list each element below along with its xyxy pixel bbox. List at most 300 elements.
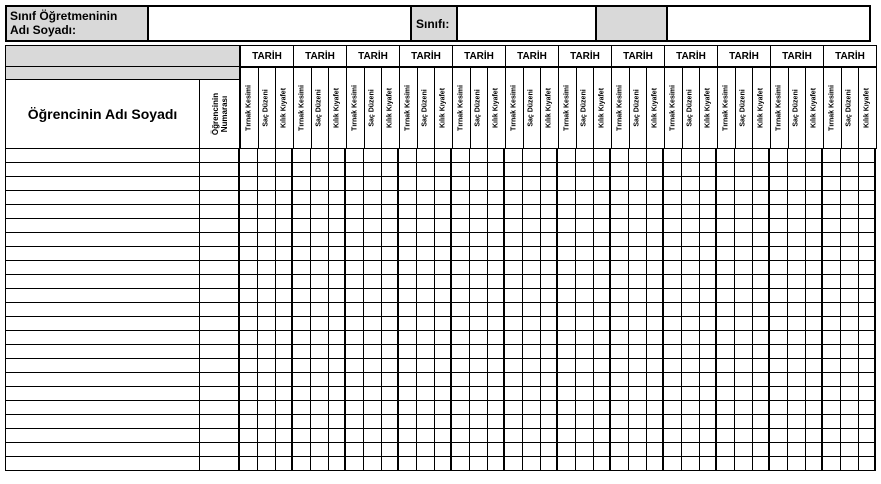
- check-cell[interactable]: [752, 429, 770, 443]
- check-cell[interactable]: [328, 289, 346, 303]
- check-cell[interactable]: [328, 373, 346, 387]
- student-name-cell[interactable]: [5, 387, 200, 401]
- check-cell[interactable]: [470, 317, 488, 331]
- check-cell[interactable]: [717, 317, 735, 331]
- check-cell[interactable]: [682, 373, 700, 387]
- check-cell[interactable]: [858, 387, 876, 401]
- check-cell[interactable]: [417, 233, 435, 247]
- check-cell[interactable]: [823, 443, 841, 457]
- check-cell[interactable]: [311, 275, 329, 289]
- student-name-cell[interactable]: [5, 429, 200, 443]
- check-cell[interactable]: [434, 457, 452, 471]
- check-cell[interactable]: [841, 177, 859, 191]
- student-number-cell[interactable]: [200, 233, 240, 247]
- check-cell[interactable]: [258, 233, 276, 247]
- check-cell[interactable]: [629, 275, 647, 289]
- check-cell[interactable]: [682, 289, 700, 303]
- check-cell[interactable]: [611, 275, 629, 289]
- check-cell[interactable]: [735, 205, 753, 219]
- check-cell[interactable]: [364, 219, 382, 233]
- check-cell[interactable]: [523, 457, 541, 471]
- check-cell[interactable]: [858, 177, 876, 191]
- check-cell[interactable]: [593, 275, 611, 289]
- check-cell[interactable]: [558, 303, 576, 317]
- check-cell[interactable]: [417, 247, 435, 261]
- check-cell[interactable]: [717, 345, 735, 359]
- check-cell[interactable]: [293, 331, 311, 345]
- check-cell[interactable]: [381, 401, 399, 415]
- check-cell[interactable]: [699, 401, 717, 415]
- check-cell[interactable]: [399, 247, 417, 261]
- check-cell[interactable]: [805, 163, 823, 177]
- check-cell[interactable]: [611, 401, 629, 415]
- check-cell[interactable]: [258, 149, 276, 163]
- check-cell[interactable]: [258, 429, 276, 443]
- check-cell[interactable]: [576, 457, 594, 471]
- check-cell[interactable]: [805, 429, 823, 443]
- check-cell[interactable]: [487, 373, 505, 387]
- check-cell[interactable]: [735, 219, 753, 233]
- check-cell[interactable]: [258, 191, 276, 205]
- check-cell[interactable]: [629, 149, 647, 163]
- check-cell[interactable]: [717, 443, 735, 457]
- check-cell[interactable]: [788, 247, 806, 261]
- check-cell[interactable]: [452, 429, 470, 443]
- check-cell[interactable]: [417, 345, 435, 359]
- check-cell[interactable]: [399, 345, 417, 359]
- check-cell[interactable]: [434, 275, 452, 289]
- check-cell[interactable]: [505, 359, 523, 373]
- student-number-cell[interactable]: [200, 149, 240, 163]
- check-cell[interactable]: [328, 415, 346, 429]
- check-cell[interactable]: [417, 359, 435, 373]
- check-cell[interactable]: [328, 247, 346, 261]
- check-cell[interactable]: [505, 429, 523, 443]
- check-cell[interactable]: [805, 219, 823, 233]
- teacher-name-field[interactable]: [147, 5, 412, 42]
- check-cell[interactable]: [770, 247, 788, 261]
- check-cell[interactable]: [258, 401, 276, 415]
- check-cell[interactable]: [858, 359, 876, 373]
- check-cell[interactable]: [558, 387, 576, 401]
- check-cell[interactable]: [240, 289, 258, 303]
- check-cell[interactable]: [381, 247, 399, 261]
- check-cell[interactable]: [629, 457, 647, 471]
- check-cell[interactable]: [523, 163, 541, 177]
- check-cell[interactable]: [417, 303, 435, 317]
- check-cell[interactable]: [364, 373, 382, 387]
- check-cell[interactable]: [540, 457, 558, 471]
- check-cell[interactable]: [646, 233, 664, 247]
- check-cell[interactable]: [364, 205, 382, 219]
- check-cell[interactable]: [523, 219, 541, 233]
- check-cell[interactable]: [717, 247, 735, 261]
- check-cell[interactable]: [858, 205, 876, 219]
- check-cell[interactable]: [858, 401, 876, 415]
- check-cell[interactable]: [805, 233, 823, 247]
- check-cell[interactable]: [470, 331, 488, 345]
- check-cell[interactable]: [752, 359, 770, 373]
- check-cell[interactable]: [311, 205, 329, 219]
- check-cell[interactable]: [311, 415, 329, 429]
- check-cell[interactable]: [576, 415, 594, 429]
- check-cell[interactable]: [258, 373, 276, 387]
- check-cell[interactable]: [381, 359, 399, 373]
- check-cell[interactable]: [328, 345, 346, 359]
- check-cell[interactable]: [664, 373, 682, 387]
- check-cell[interactable]: [823, 163, 841, 177]
- check-cell[interactable]: [417, 191, 435, 205]
- check-cell[interactable]: [434, 359, 452, 373]
- check-cell[interactable]: [452, 317, 470, 331]
- check-cell[interactable]: [399, 443, 417, 457]
- check-cell[interactable]: [576, 247, 594, 261]
- check-cell[interactable]: [258, 247, 276, 261]
- check-cell[interactable]: [381, 443, 399, 457]
- check-cell[interactable]: [434, 233, 452, 247]
- check-cell[interactable]: [823, 219, 841, 233]
- check-cell[interactable]: [752, 149, 770, 163]
- student-name-cell[interactable]: [5, 275, 200, 289]
- check-cell[interactable]: [381, 331, 399, 345]
- check-cell[interactable]: [805, 373, 823, 387]
- check-cell[interactable]: [275, 429, 293, 443]
- check-cell[interactable]: [805, 345, 823, 359]
- check-cell[interactable]: [682, 247, 700, 261]
- check-cell[interactable]: [682, 387, 700, 401]
- check-cell[interactable]: [523, 261, 541, 275]
- check-cell[interactable]: [788, 443, 806, 457]
- check-cell[interactable]: [752, 345, 770, 359]
- check-cell[interactable]: [593, 289, 611, 303]
- check-cell[interactable]: [611, 261, 629, 275]
- check-cell[interactable]: [258, 415, 276, 429]
- check-cell[interactable]: [841, 205, 859, 219]
- check-cell[interactable]: [841, 457, 859, 471]
- check-cell[interactable]: [576, 261, 594, 275]
- student-name-cell[interactable]: [5, 289, 200, 303]
- check-cell[interactable]: [858, 275, 876, 289]
- check-cell[interactable]: [805, 359, 823, 373]
- check-cell[interactable]: [328, 457, 346, 471]
- check-cell[interactable]: [752, 275, 770, 289]
- check-cell[interactable]: [752, 219, 770, 233]
- check-cell[interactable]: [752, 261, 770, 275]
- check-cell[interactable]: [558, 261, 576, 275]
- check-cell[interactable]: [399, 163, 417, 177]
- check-cell[interactable]: [593, 149, 611, 163]
- check-cell[interactable]: [752, 373, 770, 387]
- check-cell[interactable]: [805, 443, 823, 457]
- check-cell[interactable]: [311, 401, 329, 415]
- check-cell[interactable]: [346, 401, 364, 415]
- check-cell[interactable]: [275, 219, 293, 233]
- check-cell[interactable]: [275, 149, 293, 163]
- check-cell[interactable]: [540, 415, 558, 429]
- check-cell[interactable]: [470, 359, 488, 373]
- check-cell[interactable]: [576, 205, 594, 219]
- check-cell[interactable]: [540, 303, 558, 317]
- check-cell[interactable]: [841, 233, 859, 247]
- check-cell[interactable]: [735, 373, 753, 387]
- check-cell[interactable]: [576, 359, 594, 373]
- check-cell[interactable]: [558, 331, 576, 345]
- check-cell[interactable]: [540, 401, 558, 415]
- check-cell[interactable]: [664, 359, 682, 373]
- check-cell[interactable]: [788, 205, 806, 219]
- check-cell[interactable]: [770, 443, 788, 457]
- check-cell[interactable]: [293, 443, 311, 457]
- check-cell[interactable]: [735, 457, 753, 471]
- check-cell[interactable]: [487, 359, 505, 373]
- check-cell[interactable]: [434, 429, 452, 443]
- check-cell[interactable]: [346, 205, 364, 219]
- check-cell[interactable]: [275, 457, 293, 471]
- check-cell[interactable]: [434, 163, 452, 177]
- check-cell[interactable]: [717, 415, 735, 429]
- check-cell[interactable]: [293, 457, 311, 471]
- check-cell[interactable]: [328, 163, 346, 177]
- check-cell[interactable]: [841, 247, 859, 261]
- check-cell[interactable]: [505, 191, 523, 205]
- check-cell[interactable]: [470, 163, 488, 177]
- check-cell[interactable]: [346, 303, 364, 317]
- check-cell[interactable]: [593, 219, 611, 233]
- check-cell[interactable]: [823, 345, 841, 359]
- check-cell[interactable]: [841, 275, 859, 289]
- check-cell[interactable]: [470, 457, 488, 471]
- check-cell[interactable]: [611, 387, 629, 401]
- check-cell[interactable]: [505, 345, 523, 359]
- check-cell[interactable]: [770, 177, 788, 191]
- check-cell[interactable]: [523, 401, 541, 415]
- check-cell[interactable]: [399, 317, 417, 331]
- check-cell[interactable]: [523, 233, 541, 247]
- check-cell[interactable]: [346, 261, 364, 275]
- check-cell[interactable]: [293, 261, 311, 275]
- check-cell[interactable]: [505, 149, 523, 163]
- check-cell[interactable]: [505, 401, 523, 415]
- check-cell[interactable]: [788, 275, 806, 289]
- check-cell[interactable]: [770, 163, 788, 177]
- student-number-cell[interactable]: [200, 359, 240, 373]
- check-cell[interactable]: [470, 205, 488, 219]
- check-cell[interactable]: [770, 415, 788, 429]
- check-cell[interactable]: [611, 443, 629, 457]
- check-cell[interactable]: [717, 163, 735, 177]
- check-cell[interactable]: [258, 219, 276, 233]
- check-cell[interactable]: [505, 387, 523, 401]
- check-cell[interactable]: [629, 443, 647, 457]
- check-cell[interactable]: [523, 247, 541, 261]
- check-cell[interactable]: [328, 429, 346, 443]
- check-cell[interactable]: [240, 443, 258, 457]
- check-cell[interactable]: [576, 387, 594, 401]
- check-cell[interactable]: [399, 331, 417, 345]
- check-cell[interactable]: [417, 317, 435, 331]
- check-cell[interactable]: [540, 177, 558, 191]
- check-cell[interactable]: [593, 359, 611, 373]
- check-cell[interactable]: [805, 177, 823, 191]
- check-cell[interactable]: [434, 331, 452, 345]
- check-cell[interactable]: [858, 429, 876, 443]
- check-cell[interactable]: [452, 303, 470, 317]
- check-cell[interactable]: [558, 219, 576, 233]
- student-number-cell[interactable]: [200, 177, 240, 191]
- check-cell[interactable]: [328, 219, 346, 233]
- check-cell[interactable]: [328, 191, 346, 205]
- check-cell[interactable]: [399, 429, 417, 443]
- check-cell[interactable]: [664, 387, 682, 401]
- check-cell[interactable]: [699, 303, 717, 317]
- student-name-cell[interactable]: [5, 457, 200, 471]
- check-cell[interactable]: [505, 331, 523, 345]
- check-cell[interactable]: [381, 219, 399, 233]
- check-cell[interactable]: [770, 317, 788, 331]
- check-cell[interactable]: [470, 275, 488, 289]
- check-cell[interactable]: [558, 163, 576, 177]
- student-name-cell[interactable]: [5, 247, 200, 261]
- check-cell[interactable]: [399, 261, 417, 275]
- student-number-cell[interactable]: [200, 331, 240, 345]
- check-cell[interactable]: [346, 359, 364, 373]
- check-cell[interactable]: [823, 191, 841, 205]
- check-cell[interactable]: [682, 233, 700, 247]
- check-cell[interactable]: [346, 275, 364, 289]
- check-cell[interactable]: [858, 163, 876, 177]
- check-cell[interactable]: [381, 163, 399, 177]
- check-cell[interactable]: [523, 359, 541, 373]
- check-cell[interactable]: [629, 163, 647, 177]
- check-cell[interactable]: [717, 401, 735, 415]
- check-cell[interactable]: [558, 275, 576, 289]
- student-number-cell[interactable]: [200, 191, 240, 205]
- check-cell[interactable]: [540, 443, 558, 457]
- check-cell[interactable]: [487, 401, 505, 415]
- check-cell[interactable]: [452, 401, 470, 415]
- check-cell[interactable]: [735, 331, 753, 345]
- check-cell[interactable]: [770, 401, 788, 415]
- check-cell[interactable]: [664, 191, 682, 205]
- check-cell[interactable]: [805, 303, 823, 317]
- check-cell[interactable]: [858, 219, 876, 233]
- check-cell[interactable]: [841, 429, 859, 443]
- check-cell[interactable]: [293, 345, 311, 359]
- check-cell[interactable]: [558, 443, 576, 457]
- check-cell[interactable]: [629, 373, 647, 387]
- student-name-cell[interactable]: [5, 415, 200, 429]
- check-cell[interactable]: [452, 415, 470, 429]
- check-cell[interactable]: [858, 233, 876, 247]
- check-cell[interactable]: [381, 373, 399, 387]
- check-cell[interactable]: [788, 233, 806, 247]
- check-cell[interactable]: [364, 429, 382, 443]
- check-cell[interactable]: [788, 289, 806, 303]
- check-cell[interactable]: [611, 219, 629, 233]
- check-cell[interactable]: [664, 415, 682, 429]
- student-name-cell[interactable]: [5, 303, 200, 317]
- check-cell[interactable]: [364, 345, 382, 359]
- check-cell[interactable]: [240, 275, 258, 289]
- check-cell[interactable]: [823, 261, 841, 275]
- check-cell[interactable]: [505, 177, 523, 191]
- check-cell[interactable]: [558, 233, 576, 247]
- check-cell[interactable]: [275, 247, 293, 261]
- check-cell[interactable]: [240, 233, 258, 247]
- check-cell[interactable]: [805, 415, 823, 429]
- check-cell[interactable]: [717, 219, 735, 233]
- check-cell[interactable]: [487, 317, 505, 331]
- check-cell[interactable]: [417, 205, 435, 219]
- check-cell[interactable]: [540, 429, 558, 443]
- check-cell[interactable]: [240, 205, 258, 219]
- student-number-cell[interactable]: [200, 261, 240, 275]
- check-cell[interactable]: [258, 205, 276, 219]
- check-cell[interactable]: [823, 289, 841, 303]
- check-cell[interactable]: [364, 303, 382, 317]
- student-name-cell[interactable]: [5, 443, 200, 457]
- check-cell[interactable]: [364, 177, 382, 191]
- check-cell[interactable]: [611, 373, 629, 387]
- check-cell[interactable]: [646, 219, 664, 233]
- check-cell[interactable]: [735, 261, 753, 275]
- check-cell[interactable]: [434, 387, 452, 401]
- check-cell[interactable]: [417, 163, 435, 177]
- check-cell[interactable]: [434, 149, 452, 163]
- check-cell[interactable]: [470, 415, 488, 429]
- check-cell[interactable]: [452, 443, 470, 457]
- check-cell[interactable]: [858, 191, 876, 205]
- check-cell[interactable]: [593, 163, 611, 177]
- check-cell[interactable]: [735, 275, 753, 289]
- check-cell[interactable]: [311, 429, 329, 443]
- check-cell[interactable]: [823, 303, 841, 317]
- check-cell[interactable]: [293, 429, 311, 443]
- check-cell[interactable]: [540, 149, 558, 163]
- check-cell[interactable]: [364, 191, 382, 205]
- check-cell[interactable]: [611, 429, 629, 443]
- check-cell[interactable]: [293, 387, 311, 401]
- student-name-cell[interactable]: [5, 191, 200, 205]
- check-cell[interactable]: [717, 457, 735, 471]
- check-cell[interactable]: [752, 205, 770, 219]
- check-cell[interactable]: [293, 149, 311, 163]
- check-cell[interactable]: [364, 317, 382, 331]
- check-cell[interactable]: [346, 331, 364, 345]
- check-cell[interactable]: [275, 331, 293, 345]
- check-cell[interactable]: [452, 205, 470, 219]
- check-cell[interactable]: [434, 345, 452, 359]
- check-cell[interactable]: [364, 359, 382, 373]
- check-cell[interactable]: [805, 261, 823, 275]
- check-cell[interactable]: [788, 191, 806, 205]
- check-cell[interactable]: [752, 387, 770, 401]
- check-cell[interactable]: [735, 303, 753, 317]
- check-cell[interactable]: [328, 443, 346, 457]
- check-cell[interactable]: [470, 177, 488, 191]
- check-cell[interactable]: [293, 401, 311, 415]
- check-cell[interactable]: [858, 415, 876, 429]
- check-cell[interactable]: [523, 415, 541, 429]
- check-cell[interactable]: [558, 247, 576, 261]
- check-cell[interactable]: [505, 443, 523, 457]
- check-cell[interactable]: [805, 149, 823, 163]
- check-cell[interactable]: [470, 387, 488, 401]
- check-cell[interactable]: [240, 149, 258, 163]
- check-cell[interactable]: [699, 429, 717, 443]
- student-number-cell[interactable]: [200, 443, 240, 457]
- check-cell[interactable]: [576, 443, 594, 457]
